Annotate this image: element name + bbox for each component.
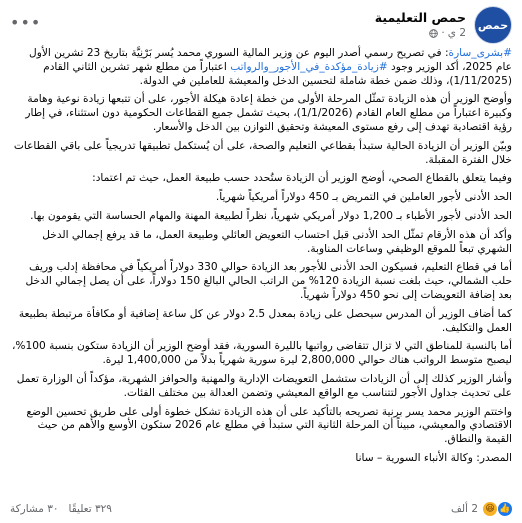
paragraph-12: واختتم الوزير محمد يسر برنية تصريحه بالتأكيد على أن هذه الزيادة تشكل خطوة أولى على طريق تحسين الوضع الاقتصادي والمعيشي، مبيناً أن المرحلة الثانية التي ستبدأ في مطلع عام 2026 ستكون الأوسع والأهم من حيث القيمة والنطاق.	[26, 405, 512, 446]
globe-icon	[429, 29, 438, 38]
shares-count[interactable]: ٣٠ مشاركة	[10, 503, 59, 515]
comments-count[interactable]: ٣٢٩ تعليقًا	[68, 503, 112, 515]
paragraph-8: أما في قطاع التعليم، فسيكون الحد الأدنى للأجور بعد الزيادة حوالي 330 دولاراً أمريكياً في محافظة إدلب وريف حلب الشمالي، حيث بلغت نسبة الزيادة 120% من الراتب الحالي البالغ 150 دولاراً، على أن يصل إجمالي الدخل بعد إضافة التعويضات إلى نحو 450 دولاراً شهرياً.	[25, 261, 512, 301]
paragraph-1: #بشرى_سارة: في تصريح رسمي أصدر اليوم عن وزير المالية السوري محمد يُسر بَرْنِيَّة بتاريخ 23 تشرين الأول عام 2025، أكد الوزير وجود #زيادة_مؤكدة_في_الأجور_والرواتب اعتباراً من مطلع شهر تشرين الثاني القادم (1/11/2025)، وذلك ضمن خطة شاملة لتحسين الدخل والمعيشة للعاملين في الدولة.	[29, 47, 512, 87]
post-header	[10, 5, 512, 45]
post-body	[10, 47, 512, 471]
post-time[interactable]: 2 ي	[447, 27, 466, 39]
post-footer	[10, 501, 512, 517]
more-options-icon[interactable]: •••	[10, 13, 42, 32]
paragraph-5: الحد الأدنى لأجور العاملين في التمريض بـ 450 دولاراً أمريكياً شهرياً.	[215, 191, 512, 204]
post-meta	[375, 10, 466, 40]
paragraph-9: كما أضاف الوزير أن المدرس سيحصل على زيادة بمعدل 2.5 دولار عن كل ساعة إضافية أو مكافأة مرتبطة بطبيعة العمل والتكليف.	[18, 307, 512, 334]
hashtag-good-news[interactable]: #بشرى_سارة	[448, 47, 512, 59]
hashtag-raise[interactable]: #زيادة_مؤكدة_في_الأجور_والرواتب	[230, 60, 388, 73]
paragraph-7: وأكد أن هذه الأرقام تمثّل الحد الأدنى قبل احتساب التعويض العائلي وطبيعة العمل، ما قد يرفع إجمالي الدخل الشهري تبعاً للموقع الوظيفي وساعات المناوبة.	[42, 228, 512, 255]
reactions-count[interactable]: 2 ألف	[450, 503, 478, 515]
time-separator: ·	[441, 27, 445, 39]
paragraph-6: الحد الأدنى لأجور الأطباء بـ 1,200 دولار أمريكي شهرياً، نظراً لطبيعة المهنة والمهام الحساسة التي يقومون بها.	[30, 209, 512, 222]
reactions-summary[interactable]	[451, 501, 512, 517]
paragraph-11: وأشار الوزير كذلك إلى أن الزيادات ستشمل التعويضات الإدارية والمهنية والحوافز الشهرية، مؤكداً أن الوزارة تعمل على تحديث جداول الأجور لتتناسب مع الواقع المعيشي وتضمن العدالة بين مختلف الفئات.	[16, 372, 512, 399]
paragraph-10: أما بالنسبة للمناطق التي لا تزال تتقاضى رواتبها بالليرة السورية، فقد أوضح الوزير أن الزيادة ستكون بنسبة 100%، ليصبح متوسط الرواتب هناك حوالي 2,800,000 ليرة سورية شهرياً بدلاً من 1,400,000 ليرة.	[12, 340, 512, 367]
page-name[interactable]: حمص التعليمية	[374, 10, 466, 25]
like-icon: 👍	[499, 504, 511, 514]
post-stats	[10, 503, 112, 515]
laugh-icon: 😆	[482, 501, 498, 517]
paragraph-3: وبيّن الوزير أن الزيادة الحالية ستبدأ بقطاعي التعليم والصحة، على أن يُستكمل تطبيقها تدريجياً على باقي القطاعات خلال الفترة المقبلة.	[13, 139, 512, 166]
post-time-row	[375, 26, 466, 40]
paragraph-2: وأوضح الوزير أن هذه الزيادة تمثّل المرحلة الأولى من خطة إعادة هيكلة الأجور، على أن تتبعها زيادة نوعية وهامة وكبيرة اعتباراً من مطلع العام القادم (1/1/2026)، بحيث تشمل جميع القطاعات الحكومية دون استثناء، في إطار رؤية اقتصادية تهدف إلى رفع مستوى المعيشة وتحقيق التوازن بين الدخل والأسعار.	[25, 93, 512, 133]
paragraph-source: المصدر: وكالة الأنباء السورية – سانا	[355, 451, 512, 464]
paragraph-4: وفيما يتعلق بالقطاع الصحي، أوضح الوزير أن الزيادة ستُحدد حسب طبيعة العمل، حيث تم اعتماد:	[92, 172, 512, 185]
page-avatar[interactable]: حمص	[474, 6, 512, 44]
